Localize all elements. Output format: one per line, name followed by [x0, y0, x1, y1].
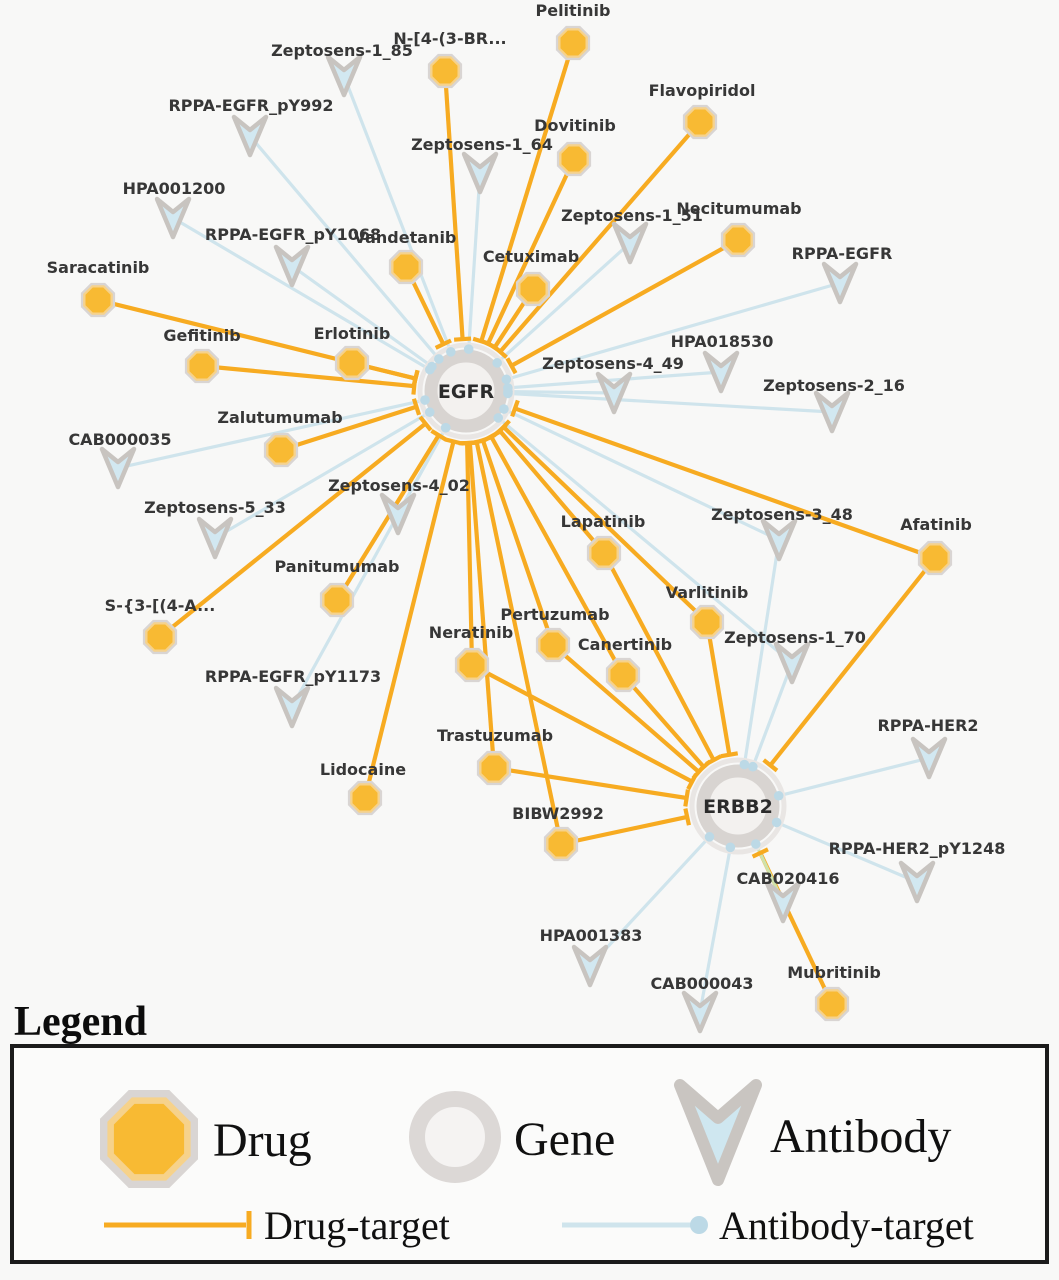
edge-dot-RPPA-EGFR-EGFR [502, 375, 512, 385]
drug-octagon [353, 786, 378, 811]
drug-octagon [695, 610, 720, 635]
node-label-Zeptosens-1_70: Zeptosens-1_70 [724, 628, 866, 647]
edge-dot-Zeptosens-3_48-ERBB2 [740, 760, 750, 770]
drug-node-Panitumumab[interactable] [320, 583, 354, 617]
drug-icon [100, 1090, 198, 1188]
drug-node-Dovitinib[interactable] [557, 142, 591, 176]
edge-dot-Zeptosens-1_70-EGFR [493, 413, 503, 423]
node-label-RPPA-HER2: RPPA-HER2 [877, 716, 979, 735]
drug-octagon [460, 653, 485, 678]
legend-drug-label: Drug [213, 1114, 312, 1167]
drug-octagon [820, 992, 845, 1017]
drug-octagon [688, 110, 713, 135]
drug-node-Varlitinib[interactable] [690, 605, 724, 639]
node-label-Zeptosens-4_49: Zeptosens-4_49 [542, 354, 684, 373]
drug-node-N-[4-(3-BR...[interactable] [428, 54, 462, 88]
node-label-Lapatinib: Lapatinib [560, 512, 646, 531]
drug-node-Zalutumumab[interactable] [264, 433, 298, 467]
gene-icon [417, 1099, 493, 1175]
node-label-Zeptosens-4_02: Zeptosens-4_02 [328, 476, 470, 495]
edge-dot-Zeptosens-3_48-EGFR [499, 404, 509, 414]
node-label-RPPA-EGFR: RPPA-EGFR [791, 244, 893, 263]
edge-dot-Zeptosens-5_33-EGFR [425, 407, 435, 417]
node-label-Trastuzumab: Trastuzumab [436, 726, 554, 745]
legend-title: Legend [14, 999, 148, 1045]
drug-octagon [592, 541, 617, 566]
drug-octagon [923, 546, 948, 571]
legend-antibody-target-label: Antibody-target [719, 1203, 974, 1248]
drug-node-Canertinib[interactable] [606, 658, 640, 692]
node-label-RPPA-EGFR_pY1173: RPPA-EGFR_pY1173 [204, 667, 382, 686]
inhibition-tee-Trastuzumab-ERBB2 [685, 790, 688, 807]
drug-node-Trastuzumab[interactable] [477, 751, 511, 785]
node-label-Zeptosens-1_51: Zeptosens-1_51 [561, 206, 703, 225]
drug-octagon [726, 228, 751, 253]
node-label-Canertinib: Canertinib [577, 635, 673, 654]
drug-octagon [482, 756, 507, 781]
node-label-S-{3-[(4-A...: S-{3-[(4-A... [104, 596, 216, 615]
drug-node-Flavopiridol[interactable] [683, 105, 717, 139]
node-label-Mubritinib: Mubritinib [787, 963, 881, 982]
node-label-RPPA-EGFR_pY992: RPPA-EGFR_pY992 [168, 96, 334, 115]
edge-dot-RPPA-HER2_pY1248-ERBB2 [772, 818, 782, 828]
gene-label-EGFR: EGFR [437, 381, 495, 403]
node-label-Saracatinib: Saracatinib [46, 258, 150, 277]
node-label-CAB020416: CAB020416 [736, 869, 840, 888]
node-label-Panitumumab: Panitumumab [274, 557, 400, 576]
node-label-Neratinib: Neratinib [428, 623, 514, 642]
node-label-HPA001383: HPA001383 [539, 926, 643, 945]
node-label-Dovitinib: Dovitinib [534, 116, 616, 135]
edge-dot-RPPA-HER2-ERBB2 [774, 791, 784, 801]
edge-dot-CAB000035-EGFR [420, 395, 430, 405]
node-label-Lidocaine: Lidocaine [319, 760, 407, 779]
drug-node-Neratinib[interactable] [455, 648, 489, 682]
edge-dot-CAB000043-ERBB2 [726, 843, 736, 853]
edge-dot-CAB020416-ERBB2 [751, 839, 761, 849]
edge-dot-RPPA-EGFR_pY1173-EGFR [441, 423, 451, 433]
legend-drug-target-label: Drug-target [264, 1203, 450, 1248]
drug-octagon [561, 31, 586, 56]
node-label-Zalutumumab: Zalutumumab [217, 408, 343, 427]
drug-octagon [148, 625, 173, 650]
legend-antibody-label: Antibody [770, 1110, 952, 1163]
edge-dot-RPPA-EGFR_pY1068-EGFR [427, 362, 437, 372]
drug-node-Gefitinib[interactable] [185, 349, 219, 383]
drug-octagon [86, 288, 111, 313]
node-label-Zeptosens-5_33: Zeptosens-5_33 [144, 498, 286, 517]
drug-octagon [269, 438, 294, 463]
node-label-Vandetanib: Vandetanib [353, 228, 457, 247]
node-label-Zeptosens-3_48: Zeptosens-3_48 [711, 505, 853, 524]
drug-node-Lapatinib[interactable] [587, 536, 621, 570]
node-label-Pertuzumab: Pertuzumab [500, 605, 610, 624]
drug-octagon [562, 147, 587, 172]
drug-octagon [549, 832, 574, 857]
node-label-CAB000043: CAB000043 [650, 974, 754, 993]
drug-node-Pelitinib[interactable] [556, 26, 590, 60]
drug-octagon [521, 277, 546, 302]
node-label-Zeptosens-2_16: Zeptosens-2_16 [763, 376, 905, 395]
node-label-Erlotinib: Erlotinib [313, 324, 391, 343]
drug-node-S-{3-[(4-A...[interactable] [143, 620, 177, 654]
node-label-Zeptosens-1_85: Zeptosens-1_85 [271, 41, 413, 60]
drug-octagon [541, 633, 566, 658]
edge-dot-Zeptosens-1_85-EGFR [446, 347, 456, 357]
inhibition-tee-Varlitinib-ERBB2 [721, 753, 738, 756]
node-label-Zeptosens-1_64: Zeptosens-1_64 [411, 135, 553, 154]
node-label-Gefitinib: Gefitinib [163, 326, 241, 345]
node-label-HPA001200: HPA001200 [122, 179, 226, 198]
node-label-RPPA-EGFR_pY1068: RPPA-EGFR_pY1068 [204, 225, 382, 244]
gene-label-ERBB2: ERBB2 [703, 796, 773, 818]
drug-node-BIBW2992[interactable] [544, 827, 578, 861]
drug-octagon [325, 588, 350, 613]
node-label-Pelitinib: Pelitinib [535, 1, 611, 20]
edge-dot-Zeptosens-1_64-EGFR [464, 344, 474, 354]
drug-octagon [394, 255, 419, 280]
edge-dot-HPA001383-ERBB2 [705, 832, 715, 842]
node-label-Flavopiridol: Flavopiridol [648, 81, 756, 100]
node-label-RPPA-HER2_pY1248: RPPA-HER2_pY1248 [828, 839, 1006, 858]
drug-octagon [611, 663, 636, 688]
node-label-Cetuximab: Cetuximab [482, 247, 580, 266]
node-label-N-[4-(3-BR...: N-[4-(3-BR... [393, 29, 507, 48]
node-label-Necitumumab: Necitumumab [676, 199, 802, 218]
node-label-HPA018530: HPA018530 [670, 332, 774, 351]
drug-node-Cetuximab[interactable] [516, 272, 550, 306]
drug-node-Necitumumab[interactable] [721, 223, 755, 257]
drug-node-Mubritinib[interactable] [815, 987, 849, 1021]
drug-node-Erlotinib[interactable] [335, 346, 369, 380]
node-label-CAB000035: CAB000035 [68, 430, 172, 449]
edge-dot-Zeptosens-1_51-EGFR [492, 358, 502, 368]
drug-node-Afatinib[interactable] [918, 541, 952, 575]
node-label-Varlitinib: Varlitinib [665, 583, 749, 602]
node-label-BIBW2992: BIBW2992 [512, 804, 604, 823]
edge-dot-Zeptosens-1_70-ERBB2 [748, 762, 758, 772]
node-label-Afatinib: Afatinib [900, 515, 972, 534]
edge-dot-RPPA-EGFR_pY992-EGFR [434, 354, 444, 364]
drug-node-Pertuzumab[interactable] [536, 628, 570, 662]
drug-node-Lidocaine[interactable] [348, 781, 382, 815]
drug-octagon [340, 351, 365, 376]
legend-gene-label: Gene [514, 1113, 616, 1166]
drug-octagon [190, 354, 215, 379]
drug-octagon [433, 59, 458, 84]
inhibition-tee-N-[4-(3-BR...-EGFR [454, 339, 471, 340]
drug-node-Saracatinib[interactable] [81, 283, 115, 317]
edge-dot-Zeptosens-2_16-EGFR [503, 389, 513, 399]
drug-node-Vandetanib[interactable] [389, 250, 423, 284]
